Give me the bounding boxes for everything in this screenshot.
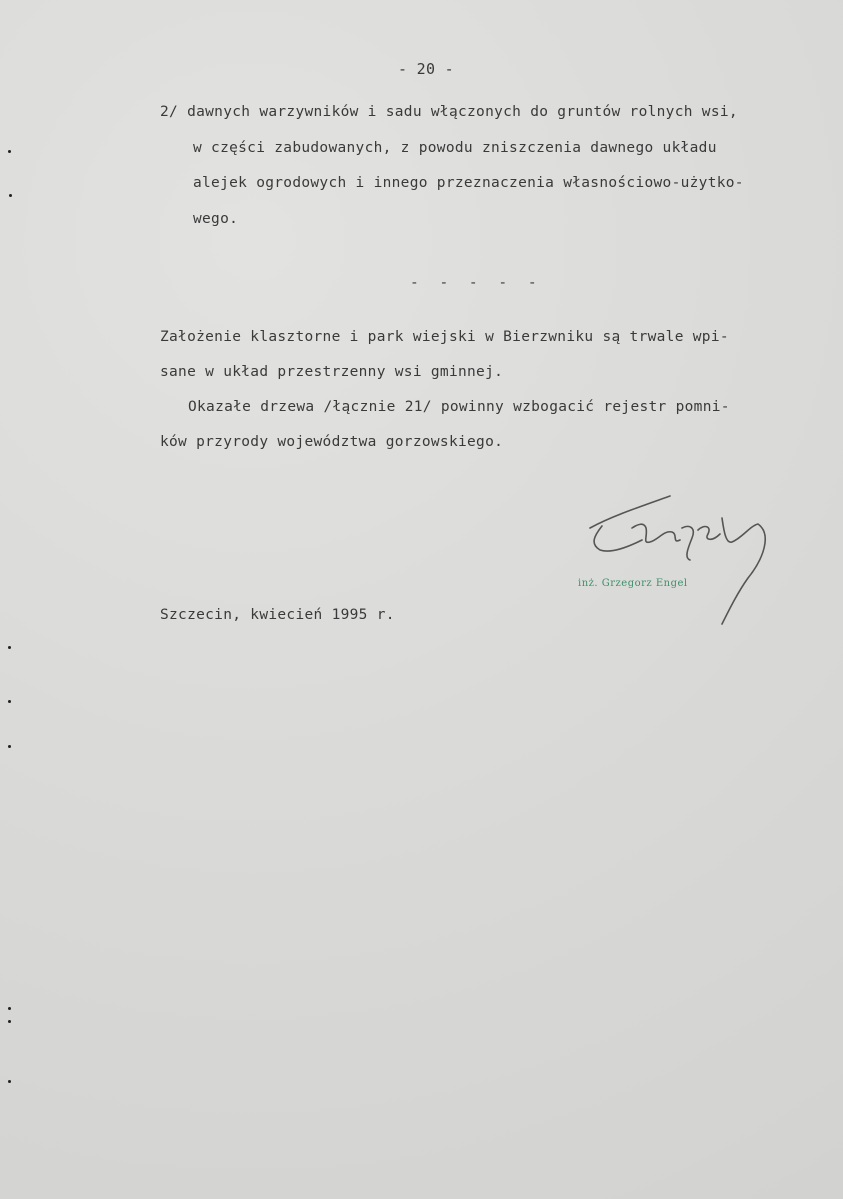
paragraph-3-line-2: ków przyrody województwa gorzowskiego. bbox=[160, 434, 504, 450]
margin-mark bbox=[8, 646, 11, 649]
paragraph-2-line-2: sane w układ przestrzenny wsi gminnej. bbox=[160, 364, 504, 380]
margin-mark bbox=[9, 194, 12, 197]
section-separator: - - - - - bbox=[410, 275, 543, 291]
handwritten-signature bbox=[572, 488, 782, 628]
margin-mark bbox=[8, 1007, 11, 1010]
paragraph-1-line-3: alejek ogrodowych i innego przeznaczenia własnościowo-użytko- bbox=[193, 175, 744, 191]
paragraph-1-line-1: 2/ dawnych warzywników i sadu włączonych do gruntów rolnych wsi, bbox=[160, 104, 738, 120]
paragraph-1-line-4: wego. bbox=[193, 211, 239, 227]
margin-mark bbox=[8, 150, 11, 153]
page-number: - 20 - bbox=[398, 60, 454, 78]
paragraph-3-line-1: Okazałe drzewa /łącznie 21/ powinny wzbogacić rejestr pomni- bbox=[188, 399, 730, 415]
paragraph-2-line-1: Założenie klasztorne i park wiejski w Bierzwniku są trwale wpi- bbox=[160, 329, 729, 345]
margin-mark bbox=[8, 700, 11, 703]
margin-mark bbox=[8, 1080, 11, 1083]
margin-mark bbox=[8, 745, 11, 748]
margin-mark bbox=[8, 1020, 11, 1023]
signature-stamp: inż. Grzegorz Engel bbox=[578, 578, 688, 589]
place-and-date: Szczecin, kwiecień 1995 r. bbox=[160, 607, 395, 623]
paragraph-1-line-2: w części zabudowanych, z powodu zniszczenia dawnego układu bbox=[193, 140, 717, 156]
